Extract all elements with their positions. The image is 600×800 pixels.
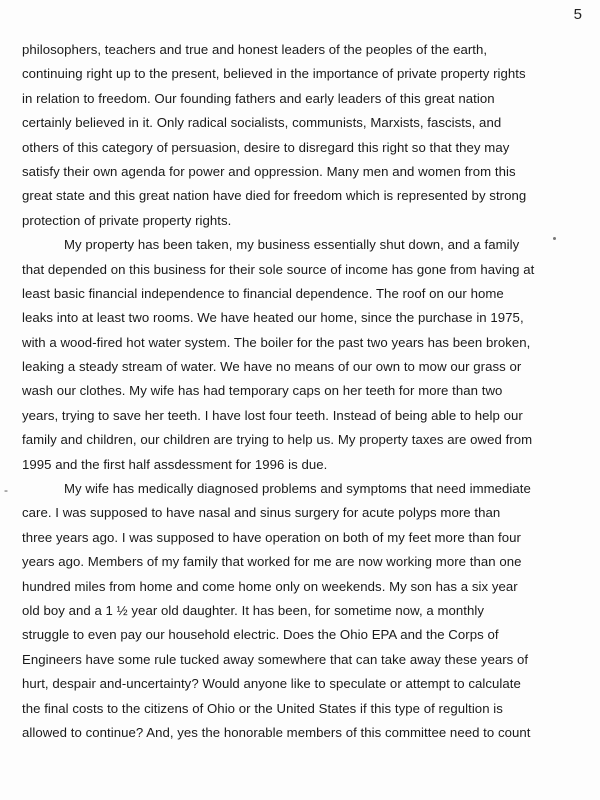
document-body	[22, 38, 590, 745]
text-line: continuing right up to the present, believed in the importance of private property rights	[22, 66, 526, 82]
text-line: three years ago. I was supposed to have operation on both of my feet more than four	[22, 529, 521, 545]
text-line: Engineers have some rule tucked away somewhere that can take away these years of	[22, 651, 529, 667]
text-line: in relation to freedom. Our founding fathers and early leaders of this great nation	[22, 90, 495, 106]
text-line: care. I was supposed to have nasal and sinus surgery for acute polyps more than	[22, 505, 501, 521]
text-line: wash our clothes. My wife has had temporary caps on her teeth for more than two	[22, 383, 503, 399]
text-line: protection of private property rights.	[22, 212, 232, 228]
text-line: great state and this great nation have died for freedom which is represented by strong	[22, 188, 527, 204]
text-line: the final costs to the citizens of Ohio or the United States if this type of regultion is	[22, 700, 503, 716]
page-number: 5	[573, 6, 582, 23]
text-line: hurt, despair and-uncertainty? Would anyone like to speculate or attempt to calculate	[22, 676, 521, 692]
text-line: with a wood-fired hot water system. The boiler for the past two years has been broken,	[22, 334, 531, 350]
text-line: allowed to continue? And, yes the honorable members of this committee need to count	[22, 724, 531, 740]
text-line: others of this category of persuasion, desire to disregard this right so that they may	[22, 139, 510, 155]
text-line: that depended on this business for their sole source of income has gone from having at	[22, 261, 535, 277]
text-line: 1995 and the first half assdessment for 1996 is due.	[22, 456, 328, 472]
text-line: hundred miles from home and come home only on weekends. My son has a six year	[22, 578, 518, 594]
text-line: old boy and a 1 ½ year old daughter. It has been, for sometime now, a monthly	[22, 602, 485, 618]
margin-mark: -	[4, 483, 8, 497]
text-line: leaks into at least two rooms. We have heated our home, since the purchase in 1975,	[22, 310, 524, 326]
text-line: My property has been taken, my business essentially shut down, and a family	[64, 237, 520, 253]
text-line: years, trying to save her teeth. I have lost four teeth. Instead of being able to help our	[22, 407, 523, 423]
text-line: years ago. Members of my family that worked for me are now working more than one	[22, 554, 522, 570]
text-line: satisfy their own agenda for power and oppression. Many men and women from this	[22, 163, 516, 179]
text-line: certainly believed in it. Only radical socialists, communists, Marxists, fascists, and	[22, 115, 502, 131]
text-line: struggle to even pay our household electric. Does the Ohio EPA and the Corps of	[22, 627, 499, 643]
text-line: philosophers, teachers and true and honest leaders of the peoples of the earth,	[22, 42, 488, 57]
text-line: least basic financial independence to financial dependence. The roof on our home	[22, 285, 504, 301]
text-line: My wife has medically diagnosed problems and symptoms that need immediate	[64, 481, 531, 497]
text-line: family and children, our children are trying to help us. My property taxes are owed from	[22, 432, 533, 448]
text-line: leaking a steady stream of water. We have no means of our own to mow our grass or	[22, 359, 522, 375]
